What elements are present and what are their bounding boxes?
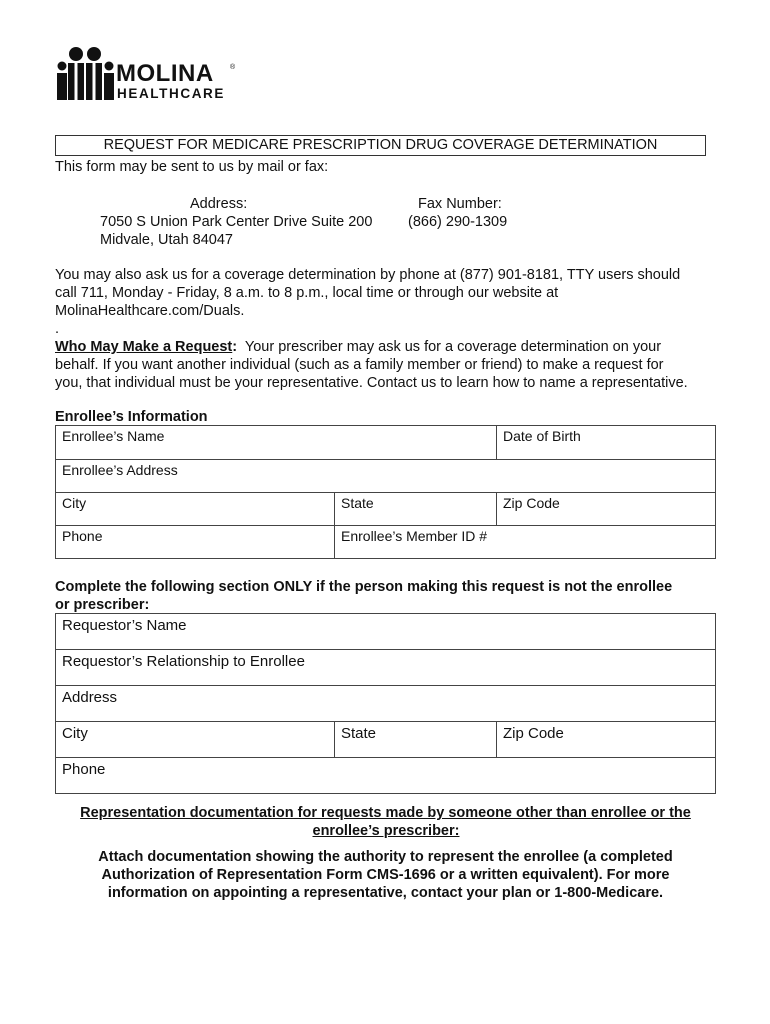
website-text: MolinaHealthcare.com/Duals. — [55, 303, 245, 319]
representation-heading-line1: Representation documentation for requests made by someone other than enrollee or the — [80, 805, 691, 821]
enrollee-dob-field[interactable] — [496, 426, 715, 459]
enrollee-address-label: Enrollee’s Address — [62, 462, 178, 478]
enrollee-row-name — [56, 426, 715, 460]
requestor-address-field[interactable] — [56, 686, 715, 721]
enrollee-phone-field[interactable] — [56, 526, 334, 558]
requestor-row-address — [56, 686, 715, 722]
form-title: REQUEST FOR MEDICARE PRESCRIPTION DRUG COVERAGE DETERMINATION — [55, 135, 706, 156]
requestor-row-relationship — [56, 650, 715, 686]
enrollee-row-address — [56, 460, 715, 493]
people-logo-icon — [54, 44, 116, 102]
molina-logo — [54, 44, 254, 104]
logo-wordmark: MOLINA — [116, 60, 214, 87]
requestor-row-name — [56, 614, 715, 650]
registered-mark: ® — [230, 64, 236, 71]
address-line1: 7050 S Union Park Center Drive Suite 200 — [100, 214, 373, 230]
enrollee-dob-label: Date of Birth — [503, 428, 581, 444]
enrollee-state-label: State — [341, 495, 374, 511]
requestor-state-label: State — [341, 725, 377, 742]
who-may-colon: : — [232, 339, 238, 355]
who-may-line1 — [55, 338, 661, 356]
enrollee-row-phone — [56, 526, 715, 558]
address-line2: Midvale, Utah 84047 — [100, 232, 233, 248]
representation-heading-line2: enrollee’s prescriber: — [312, 823, 460, 839]
enrollee-name-field[interactable] — [56, 426, 496, 459]
requestor-name-field[interactable] — [56, 614, 715, 649]
requestor-state-field[interactable] — [334, 722, 496, 757]
requestor-relationship-label: Requestor’s Relationship to Enrollee — [62, 653, 305, 670]
enrollee-zip-field[interactable] — [496, 493, 715, 525]
requestor-phone-label: Phone — [62, 761, 106, 778]
enrollee-heading: Enrollee’s Information — [55, 409, 208, 425]
stray-period: . — [55, 321, 60, 337]
fax-label: Fax Number: — [418, 196, 502, 212]
enrollee-row-city — [56, 493, 715, 526]
requestor-row-phone — [56, 758, 715, 793]
requestor-row-city — [56, 722, 715, 758]
who-may-line3: you, that individual must be your representative. Contact us to learn how to name a representative. — [55, 375, 688, 391]
phone-line2: call 711, Monday - Friday, 8 a.m. to 8 p.m., local time or through our website at — [55, 285, 559, 301]
requestor-zip-label: Zip Code — [503, 725, 564, 742]
representation-body-line3: information on appointing a representative, contact your plan or 1-800-Medicare. — [107, 885, 664, 901]
enrollee-address-field[interactable] — [56, 460, 715, 492]
enrollee-table — [55, 425, 716, 559]
intro-text: This form may be sent to us by mail or fax: — [55, 159, 329, 175]
logo-subtitle: HEALTHCARE — [117, 86, 225, 101]
enrollee-member-id-field[interactable] — [334, 526, 715, 558]
enrollee-city-field[interactable] — [56, 493, 334, 525]
requestor-phone-field[interactable] — [56, 758, 715, 793]
requestor-address-label: Address — [62, 689, 118, 706]
representation-body-line1: Attach documentation showing the authority to represent the enrollee (a completed — [98, 849, 673, 865]
phone-line1: You may also ask us for a coverage determination by phone at (877) 901-8181, TTY users should — [55, 267, 681, 283]
enrollee-state-field[interactable] — [334, 493, 496, 525]
enrollee-phone-label: Phone — [62, 528, 103, 544]
requestor-zip-field[interactable] — [496, 722, 715, 757]
who-may-text1: Your prescriber may ask us for a coverage determination on your — [237, 339, 662, 355]
representation-body-line2: Authorization of Representation Form CMS-1696 or a written equivalent). For more — [101, 867, 670, 883]
requestor-city-field[interactable] — [56, 722, 334, 757]
requestor-heading-line1: Complete the following section ONLY if the person making this request is not the enrollee — [55, 579, 673, 595]
requestor-table — [55, 613, 716, 794]
requestor-name-label: Requestor’s Name — [62, 617, 187, 634]
enrollee-name-label: Enrollee’s Name — [62, 428, 165, 444]
requestor-heading-line2: or prescriber: — [55, 597, 150, 613]
address-label: Address: — [190, 196, 248, 212]
who-may-line2: behalf. If you want another individual (such as a family member or friend) to make a request for — [55, 357, 664, 373]
requestor-relationship-field[interactable] — [56, 650, 715, 685]
fax-number: (866) 290-1309 — [408, 214, 508, 230]
enrollee-zip-label: Zip Code — [503, 495, 560, 511]
who-may-heading: Who May Make a Request — [55, 339, 233, 355]
requestor-city-label: City — [62, 725, 88, 742]
enrollee-city-label: City — [62, 495, 87, 511]
enrollee-member-id-label: Enrollee’s Member ID # — [341, 528, 488, 544]
